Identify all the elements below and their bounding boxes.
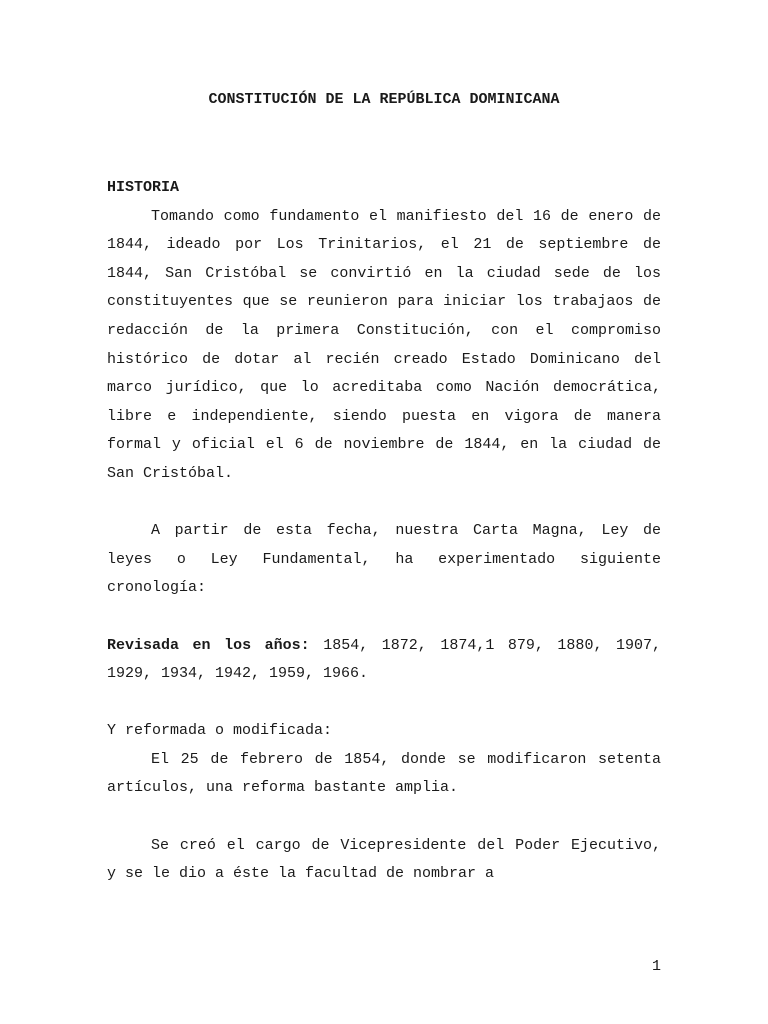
paragraph-chronology: A partir de esta fecha, nuestra Carta Magna, Ley de leyes o Ley Fundamental, ha experimentado siguiente cronología:	[107, 522, 661, 597]
paragraph-vicepresident: Se creó el cargo de Vicepresidente del Poder Ejecutivo, y se le dio a éste la facultad de nombrar a	[107, 836, 661, 883]
document-body	[107, 174, 661, 889]
paragraph-reform-1854: El 25 de febrero de 1854, donde se modificaron setenta artículos, una reforma bastante amplia.	[107, 750, 661, 797]
paragraph-history: Tomando como fundamento el manifiesto del 16 de enero de 1844, ideado por Los Trinitarios, el 21 de septiembre de 1844, San Cristóbal se convirtió en la ciudad sede de los constituyentes que se reunieron para iniciar los trabajaos de redacción de la primera Constitución, con el compromiso histórico de dotar al recién creado Estado Dominicano del marco jurídico, que lo acreditaba como Nación democrática, libre e independiente, siendo puesta en vigora de manera formal y oficial el 6 de noviembre de 1844, en la ciudad de San Cristóbal.	[107, 207, 661, 482]
document-title: CONSTITUCIÓN DE LA REPÚBLICA DOMINICANA	[208, 91, 560, 108]
paragraph-revised	[107, 632, 661, 689]
revised-years: 1854, 1872, 1874,1 879, 1880, 1907, 1929, 1934, 1942, 1959, 1966.	[107, 636, 661, 683]
page-number: 1	[651, 958, 661, 975]
revised-label: Revisada en los años:	[107, 636, 310, 654]
section-heading: HISTORIA	[107, 179, 180, 196]
reformed-label: Y reformada o modificada:	[107, 722, 333, 740]
